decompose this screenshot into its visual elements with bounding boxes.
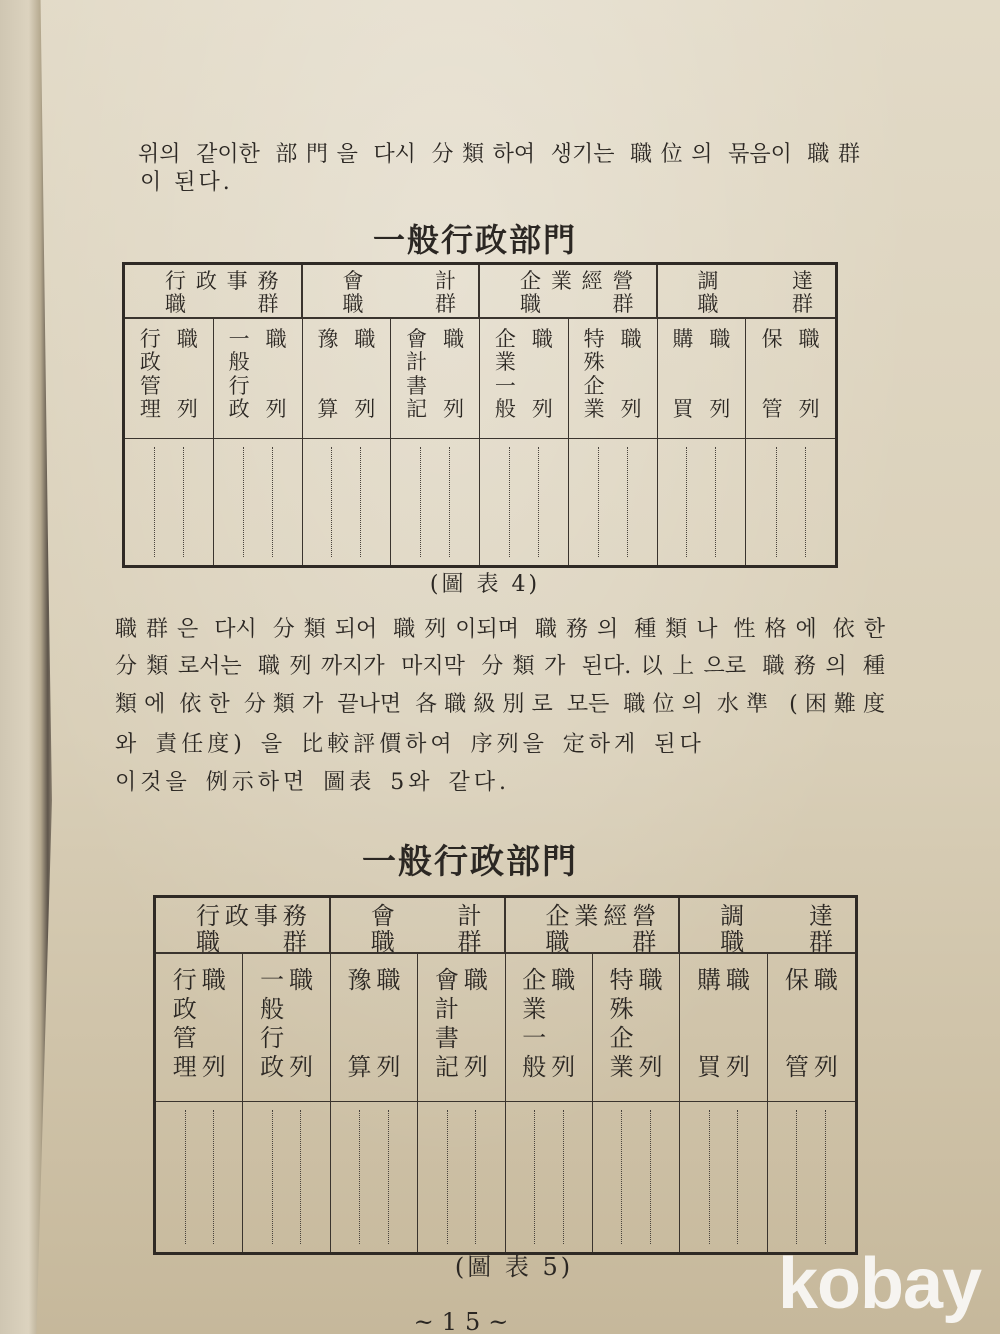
series-suffix-top: 職	[443, 327, 465, 351]
series-suffix-top: 職	[201, 966, 226, 994]
series-char: 殊	[583, 350, 605, 375]
series-char: 特	[609, 966, 634, 994]
job-group-suffix: 職 群	[342, 292, 456, 317]
job-series-header	[303, 319, 392, 439]
series-suffix	[726, 968, 750, 1079]
body-line: 職群은 다시 分類되어 職列이되며 職務의 種類나 性格에 依한	[115, 617, 885, 642]
series-char: 購	[672, 327, 694, 351]
series-suffix-bottom: 列	[725, 1053, 750, 1081]
series-char: 豫	[317, 327, 339, 351]
blank-entry-cell	[391, 439, 480, 565]
blank-entry-cell	[331, 1102, 418, 1252]
series-char: 買	[672, 397, 694, 421]
series-char: 行	[260, 1024, 285, 1052]
series-char: 特	[583, 327, 605, 351]
job-series-header	[569, 319, 658, 439]
series-char: 企	[522, 966, 547, 994]
job-series-header	[331, 954, 418, 1102]
series-suffix-bottom: 列	[289, 1053, 314, 1081]
series-suffix	[709, 329, 730, 420]
job-group-header	[125, 265, 303, 319]
blank-entry-cell	[569, 439, 658, 565]
series-char: 行	[172, 966, 197, 994]
series-suffix-top: 職	[354, 327, 376, 351]
series-name	[173, 968, 197, 1079]
job-series-header	[593, 954, 680, 1102]
series-suffix-top: 職	[463, 966, 488, 994]
series-char: 行	[139, 327, 161, 351]
series-name	[406, 329, 427, 420]
series-char: 般	[260, 995, 285, 1023]
series-char: 管	[784, 1053, 809, 1081]
series-suffix	[443, 329, 464, 420]
series-suffix-top: 職	[725, 966, 750, 994]
job-group-header	[331, 898, 506, 957]
series-suffix-top: 職	[638, 966, 663, 994]
figure-caption: (圖 表 5)	[454, 1253, 574, 1281]
series-char: 算	[347, 1053, 372, 1081]
series-suffix-bottom: 列	[265, 397, 287, 421]
series-name	[584, 329, 605, 420]
series-suffix-bottom: 列	[638, 1053, 663, 1081]
blank-entry-cell	[156, 1102, 243, 1252]
series-name	[347, 968, 371, 1079]
job-series-header	[680, 954, 767, 1102]
watermark-logo: kobay	[778, 1244, 982, 1324]
job-group-header	[680, 898, 855, 957]
job-series-header	[746, 319, 835, 439]
series-name	[762, 329, 783, 420]
job-group-name: 行政事務	[196, 902, 307, 930]
series-name	[610, 968, 634, 1079]
job-group-suffix: 職 群	[196, 928, 307, 957]
body-line: 分類로서는 職列까지가 마지막 分類가 된다.以上으로 職務의 種	[115, 654, 885, 679]
series-char: 計	[434, 995, 459, 1023]
job-group-name: 企業經營	[520, 269, 634, 293]
series-char: 購	[696, 966, 721, 994]
series-char: 般	[494, 396, 516, 421]
job-group-header	[506, 898, 681, 957]
blank-entry-cell	[506, 1102, 593, 1252]
blank-entry-cell	[593, 1102, 680, 1252]
job-series-header	[658, 319, 747, 439]
job-group-name: 行政事務	[165, 269, 279, 293]
series-suffix-bottom: 列	[463, 1053, 488, 1081]
series-name	[495, 329, 516, 420]
series-suffix	[639, 968, 663, 1079]
job-group-name: 調 達	[720, 902, 833, 930]
job-series-header	[125, 319, 214, 439]
job-group-name: 會 計	[342, 269, 456, 293]
series-suffix-bottom: 列	[798, 397, 820, 421]
series-char: 業	[609, 1053, 634, 1081]
series-char: 管	[761, 397, 783, 421]
job-series-header	[418, 954, 505, 1102]
series-suffix	[464, 968, 488, 1079]
series-char: 般	[522, 1053, 547, 1081]
job-group-name: 會 計	[370, 902, 482, 930]
blank-entry-cell	[303, 439, 392, 565]
series-suffix-bottom: 列	[531, 397, 553, 421]
series-suffix-bottom: 列	[443, 397, 465, 421]
series-suffix-top: 職	[531, 327, 553, 351]
series-suffix	[799, 329, 820, 420]
blank-entry-cell	[658, 439, 747, 565]
blank-entry-cell	[680, 1102, 767, 1252]
series-suffix-bottom: 列	[354, 397, 376, 421]
job-group-suffix: 職 群	[697, 292, 813, 317]
series-suffix-top: 職	[551, 966, 576, 994]
series-suffix	[266, 329, 287, 420]
series-char: 書	[434, 1024, 459, 1052]
job-group-name: 企業經營	[545, 902, 657, 930]
body-line: 이것을 例示하면 圖表 5와 같다.	[115, 770, 510, 795]
series-char: 一	[494, 373, 516, 398]
series-suffix-top: 職	[289, 966, 314, 994]
page-number: ~15~	[413, 1308, 517, 1334]
series-char: 企	[609, 1024, 634, 1052]
series-suffix-top: 職	[176, 327, 198, 351]
series-name	[140, 329, 161, 420]
series-char: 企	[583, 373, 605, 398]
series-name	[522, 968, 546, 1079]
series-suffix	[289, 968, 313, 1079]
job-series-header	[391, 319, 480, 439]
series-suffix	[621, 329, 642, 420]
series-suffix	[354, 329, 375, 420]
job-group-suffix: 職 群	[165, 292, 279, 317]
series-char: 會	[434, 966, 459, 994]
figure-caption: (圖 表 4)	[429, 572, 541, 597]
series-suffix	[376, 968, 400, 1079]
series-suffix	[177, 329, 198, 420]
job-classification-table	[153, 895, 858, 1255]
blank-entry-cell	[768, 1102, 855, 1252]
series-char: 記	[434, 1053, 459, 1081]
series-name	[229, 329, 250, 420]
job-group-header	[658, 265, 836, 319]
series-suffix-top: 職	[376, 966, 401, 994]
table-grid	[156, 898, 855, 1252]
series-char: 般	[228, 350, 250, 375]
job-group-suffix: 職 群	[720, 928, 833, 957]
job-group-suffix: 職 群	[545, 928, 657, 957]
blank-entry-cell	[243, 1102, 330, 1252]
series-char: 理	[139, 396, 161, 421]
table-grid	[125, 265, 835, 565]
job-group-header	[303, 265, 481, 319]
series-suffix	[814, 968, 838, 1079]
blank-entry-cell	[125, 439, 214, 565]
series-char: 書	[406, 373, 428, 398]
series-char: 殊	[609, 995, 634, 1023]
adjacent-page-edge	[0, 0, 52, 1334]
job-series-header	[506, 954, 593, 1102]
job-series-header	[768, 954, 855, 1102]
series-suffix-top: 職	[265, 327, 287, 351]
series-char: 豫	[347, 966, 372, 994]
series-char: 記	[406, 396, 428, 421]
series-suffix-bottom: 列	[551, 1053, 576, 1081]
series-char: 會	[406, 327, 428, 351]
series-char: 政	[260, 1053, 285, 1081]
series-suffix-top: 職	[813, 966, 838, 994]
series-suffix-bottom: 列	[376, 1053, 401, 1081]
series-suffix	[532, 329, 553, 420]
series-char: 保	[761, 327, 783, 351]
job-series-header	[214, 319, 303, 439]
job-group-name: 調 達	[697, 269, 813, 293]
job-classification-table	[122, 262, 838, 568]
series-char: 行	[228, 373, 250, 398]
intro-line: 이 된다.	[140, 170, 233, 195]
series-char: 管	[172, 1024, 197, 1052]
series-name	[697, 968, 721, 1079]
series-suffix-top: 職	[620, 327, 642, 351]
series-char: 算	[317, 397, 339, 421]
series-name	[785, 968, 809, 1079]
job-group-suffix: 職 群	[370, 928, 482, 957]
series-char: 業	[522, 995, 547, 1023]
series-char: 保	[784, 966, 809, 994]
job-series-header	[243, 954, 330, 1102]
table-title: 一般行政部門	[362, 842, 578, 882]
series-name	[260, 968, 284, 1079]
intro-line: 위의 같이한 部門을 다시 分類하여 생기는 職位의 묶음이 職群	[138, 142, 860, 167]
series-name	[672, 329, 693, 420]
series-suffix-top: 職	[709, 327, 731, 351]
blank-entry-cell	[746, 439, 835, 565]
series-name	[435, 968, 459, 1079]
series-char: 買	[696, 1053, 721, 1081]
table-title: 一般行政部門	[372, 221, 577, 259]
series-char: 一	[260, 966, 285, 994]
series-char: 政	[228, 396, 250, 421]
series-char: 計	[406, 350, 428, 375]
series-suffix-bottom: 列	[201, 1053, 226, 1081]
blank-entry-cell	[418, 1102, 505, 1252]
series-suffix-bottom: 列	[709, 397, 731, 421]
series-char: 企	[494, 327, 516, 351]
body-line: 類에 依한 分類가 끝나면 各職級別로 모든 職位의 水準 (困難度	[115, 692, 885, 717]
job-series-header	[480, 319, 569, 439]
series-char: 業	[494, 350, 516, 375]
series-char: 理	[172, 1053, 197, 1081]
blank-entry-cell	[480, 439, 569, 565]
body-line: 와 責任度) 을 比較評價하여 序列을 定하게 된다	[115, 732, 705, 757]
series-suffix	[551, 968, 575, 1079]
series-suffix	[202, 968, 226, 1079]
job-group-header	[156, 898, 331, 957]
job-series-header	[156, 954, 243, 1102]
series-suffix-bottom: 列	[620, 397, 642, 421]
job-group-header	[480, 265, 658, 319]
series-char: 一	[228, 327, 250, 351]
series-suffix-bottom: 列	[813, 1053, 838, 1081]
series-char: 政	[139, 350, 161, 375]
blank-entry-cell	[214, 439, 303, 565]
series-char: 一	[522, 1024, 547, 1052]
series-char: 管	[139, 373, 161, 398]
series-suffix-bottom: 列	[176, 397, 198, 421]
series-char: 政	[172, 995, 197, 1023]
series-suffix-top: 職	[798, 327, 820, 351]
job-group-suffix: 職 群	[520, 292, 634, 317]
series-name	[317, 329, 338, 420]
series-char: 業	[583, 396, 605, 421]
